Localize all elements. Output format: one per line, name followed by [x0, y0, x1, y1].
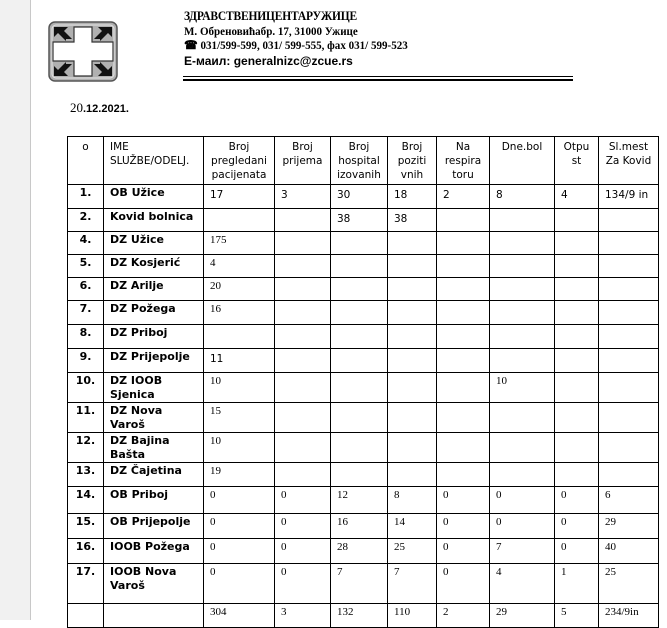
row-department: DZ Nova Varoš [104, 403, 204, 433]
row-value-cell [388, 349, 437, 373]
row-value-cell [599, 433, 659, 463]
table-row [68, 514, 659, 539]
report-date [70, 100, 129, 116]
totals-name [104, 604, 204, 628]
row-value-cell [275, 301, 331, 325]
institution-email: Е-маил: generalnizc@zcue.rs [184, 54, 353, 68]
row-value-cell [275, 373, 331, 403]
row-value-cell [331, 278, 388, 301]
row-value-cell [331, 232, 388, 255]
row-department: DZ Priboj [104, 325, 204, 349]
row-value-cell [388, 325, 437, 349]
row-value-cell: 7 [331, 564, 388, 604]
row-value-cell: 0 [275, 487, 331, 514]
row-value-cell [555, 209, 599, 232]
row-value-cell: 28 [331, 539, 388, 564]
date-day: 20 [70, 100, 83, 115]
row-value-cell: 0 [275, 564, 331, 604]
row-value-cell [555, 325, 599, 349]
header-cell-admissions: Broj prijema [275, 137, 331, 185]
row-value-cell [275, 463, 331, 487]
header-cell-department: IME SLUŽBE/ODELJ. [104, 137, 204, 185]
totals-value-cell: 132 [331, 604, 388, 628]
row-department: DZ Požega [104, 301, 204, 325]
table-row [68, 487, 659, 514]
row-value-cell: 8 [490, 185, 555, 209]
row-value-cell [331, 325, 388, 349]
row-number: 11. [68, 403, 104, 433]
row-value-cell: 38 [388, 209, 437, 232]
table-row [68, 373, 659, 403]
totals-value-cell: 29 [490, 604, 555, 628]
row-value-cell [555, 255, 599, 278]
row-value-cell: 10 [204, 433, 275, 463]
row-value-cell: 1 [555, 564, 599, 604]
row-value-cell [275, 278, 331, 301]
row-value-cell: 16 [331, 514, 388, 539]
row-department: IOOB Požega [104, 539, 204, 564]
table-row [68, 209, 659, 232]
row-value-cell: 10 [490, 373, 555, 403]
row-number: 2. [68, 209, 104, 232]
row-value-cell [388, 463, 437, 487]
row-number: 15. [68, 514, 104, 539]
row-value-cell [490, 403, 555, 433]
totals-row [68, 604, 659, 628]
row-value-cell: 8 [388, 487, 437, 514]
row-value-cell [555, 349, 599, 373]
phone-numbers: 031/599-599, 031/ 599-555, фах 031/ 599-523 [200, 38, 408, 52]
row-value-cell: 0 [204, 564, 275, 604]
row-value-cell [331, 349, 388, 373]
institution-phones [184, 38, 552, 52]
row-value-cell [599, 403, 659, 433]
table-row [68, 463, 659, 487]
row-value-cell [275, 209, 331, 232]
row-value-cell [555, 278, 599, 301]
institution-name: ЗДРАВСТВЕНИЦЕНТАРУЖИЦЕ [184, 9, 358, 23]
health-center-logo-icon [48, 21, 118, 82]
row-value-cell: 0 [490, 514, 555, 539]
row-value-cell: 134/9 in [599, 185, 659, 209]
row-department: DZ IOOB Sjenica [104, 373, 204, 403]
row-value-cell: 0 [490, 487, 555, 514]
row-value-cell [437, 255, 490, 278]
row-number: 8. [68, 325, 104, 349]
row-value-cell [275, 255, 331, 278]
row-value-cell [388, 278, 437, 301]
totals-value-cell: 110 [388, 604, 437, 628]
row-value-cell [599, 232, 659, 255]
header-cell-discharged: Otpu st [555, 137, 599, 185]
totals-value-cell: 2 [437, 604, 490, 628]
row-number: 14. [68, 487, 104, 514]
header-cell-hospitalized: Broj hospital izovanih [331, 137, 388, 185]
row-value-cell: 7 [388, 564, 437, 604]
totals-value-cell: 304 [204, 604, 275, 628]
row-value-cell [490, 463, 555, 487]
row-value-cell: 30 [331, 185, 388, 209]
row-number: 6. [68, 278, 104, 301]
row-value-cell [490, 209, 555, 232]
row-value-cell: 0 [275, 514, 331, 539]
row-value-cell [331, 301, 388, 325]
header-cell-examined: Broj pregledani pacijenata [204, 137, 275, 185]
row-value-cell [275, 433, 331, 463]
row-value-cell: 6 [599, 487, 659, 514]
row-value-cell: 17 [204, 185, 275, 209]
row-value-cell: 14 [388, 514, 437, 539]
row-value-cell: 0 [437, 539, 490, 564]
header-cell-positive: Broj poziti vnih [388, 137, 437, 185]
row-value-cell: 2 [437, 185, 490, 209]
row-value-cell [331, 463, 388, 487]
row-value-cell [331, 255, 388, 278]
row-value-cell [490, 301, 555, 325]
row-value-cell: 40 [599, 539, 659, 564]
row-value-cell [490, 325, 555, 349]
row-number: 13. [68, 463, 104, 487]
table-header-row [68, 137, 659, 185]
totals-value-cell: 3 [275, 604, 331, 628]
row-value-cell: 25 [388, 539, 437, 564]
row-value-cell: 4 [204, 255, 275, 278]
row-department: DZ Kosjerić [104, 255, 204, 278]
row-value-cell [437, 403, 490, 433]
row-value-cell [555, 403, 599, 433]
row-department: DZ Užice [104, 232, 204, 255]
row-value-cell: 15 [204, 403, 275, 433]
row-value-cell [599, 301, 659, 325]
row-value-cell [388, 403, 437, 433]
table-row [68, 232, 659, 255]
row-number: 9. [68, 349, 104, 373]
row-value-cell: 16 [204, 301, 275, 325]
totals-value-cell: 234/9in [599, 604, 659, 628]
row-value-cell: 29 [599, 514, 659, 539]
row-value-cell: 175 [204, 232, 275, 255]
row-value-cell: 0 [204, 487, 275, 514]
letterhead [184, 9, 584, 69]
header-cell-hospital-days: Dne.bol [490, 137, 555, 185]
row-value-cell [437, 325, 490, 349]
row-value-cell: 18 [388, 185, 437, 209]
row-value-cell [437, 301, 490, 325]
row-value-cell: 0 [204, 539, 275, 564]
row-value-cell: 0 [437, 564, 490, 604]
row-value-cell: 19 [204, 463, 275, 487]
row-value-cell: 38 [331, 209, 388, 232]
row-number: 16. [68, 539, 104, 564]
row-value-cell: 0 [275, 539, 331, 564]
row-value-cell: 4 [555, 185, 599, 209]
row-value-cell [331, 433, 388, 463]
phone-icon: ☎ [184, 38, 198, 52]
row-value-cell [555, 433, 599, 463]
row-number: 12. [68, 433, 104, 463]
row-value-cell [275, 325, 331, 349]
row-department: DZ Bajina Bašta [104, 433, 204, 463]
row-value-cell [490, 349, 555, 373]
row-value-cell [331, 373, 388, 403]
row-value-cell [275, 403, 331, 433]
row-department: OB Priboj [104, 487, 204, 514]
row-value-cell: 12 [331, 487, 388, 514]
row-value-cell [437, 349, 490, 373]
row-value-cell [599, 373, 659, 403]
table-row [68, 539, 659, 564]
row-department: Kovid bolnica [104, 209, 204, 232]
table-row [68, 278, 659, 301]
row-number: 4. [68, 232, 104, 255]
table-row [68, 349, 659, 373]
report-table [67, 136, 659, 628]
row-value-cell [437, 278, 490, 301]
row-value-cell [437, 209, 490, 232]
row-value-cell [599, 349, 659, 373]
date-rest: .12.2021. [83, 103, 129, 115]
row-value-cell [388, 301, 437, 325]
row-number: 5. [68, 255, 104, 278]
table-row [68, 433, 659, 463]
row-value-cell [490, 255, 555, 278]
row-value-cell: 0 [555, 514, 599, 539]
institution-address: М. Обреновићабр. 17, 31000 Ужице [184, 24, 358, 38]
row-department: DZ Prijepolje [104, 349, 204, 373]
row-value-cell [555, 373, 599, 403]
row-department: DZ Arilje [104, 278, 204, 301]
row-value-cell [437, 433, 490, 463]
row-department: OB Prijepolje [104, 514, 204, 539]
row-value-cell [599, 278, 659, 301]
row-value-cell [599, 255, 659, 278]
row-value-cell: 3 [275, 185, 331, 209]
row-value-cell [555, 463, 599, 487]
header-cell-covid-beds: Sl.mest Za Kovid [599, 137, 659, 185]
totals-value-cell: 5 [555, 604, 599, 628]
table-row [68, 325, 659, 349]
table-row [68, 255, 659, 278]
table-row [68, 564, 659, 604]
table-row [68, 403, 659, 433]
row-value-cell [599, 325, 659, 349]
row-value-cell [275, 349, 331, 373]
row-value-cell [555, 232, 599, 255]
table-row [68, 301, 659, 325]
row-department: DZ Čajetina [104, 463, 204, 487]
row-value-cell: 10 [204, 373, 275, 403]
row-value-cell: 11 [204, 349, 275, 373]
row-value-cell: 0 [555, 487, 599, 514]
row-value-cell: 0 [437, 487, 490, 514]
row-value-cell [437, 232, 490, 255]
row-value-cell [437, 373, 490, 403]
letterhead-divider [183, 76, 573, 81]
row-number: 1. [68, 185, 104, 209]
row-value-cell: 4 [490, 564, 555, 604]
page-margin [0, 0, 31, 620]
row-value-cell [331, 403, 388, 433]
row-value-cell [204, 209, 275, 232]
row-value-cell [388, 232, 437, 255]
row-value-cell: 0 [555, 539, 599, 564]
row-number: 17. [68, 564, 104, 604]
row-number: 7. [68, 301, 104, 325]
row-value-cell [388, 373, 437, 403]
row-value-cell [275, 232, 331, 255]
row-value-cell [204, 325, 275, 349]
header-cell-index: o [68, 137, 104, 185]
row-value-cell: 25 [599, 564, 659, 604]
row-value-cell [490, 232, 555, 255]
row-value-cell: 0 [204, 514, 275, 539]
totals-num [68, 604, 104, 628]
table-row [68, 185, 659, 209]
row-value-cell [388, 433, 437, 463]
row-value-cell: 7 [490, 539, 555, 564]
row-value-cell [599, 209, 659, 232]
row-value-cell: 0 [437, 514, 490, 539]
row-value-cell [437, 463, 490, 487]
row-value-cell [490, 433, 555, 463]
row-value-cell [555, 301, 599, 325]
header-cell-respirator: Na respira toru [437, 137, 490, 185]
row-department: OB Užice [104, 185, 204, 209]
row-value-cell: 20 [204, 278, 275, 301]
row-department: IOOB Nova Varoš [104, 564, 204, 604]
row-value-cell [388, 255, 437, 278]
row-value-cell [599, 463, 659, 487]
row-number: 10. [68, 373, 104, 403]
row-value-cell [490, 278, 555, 301]
